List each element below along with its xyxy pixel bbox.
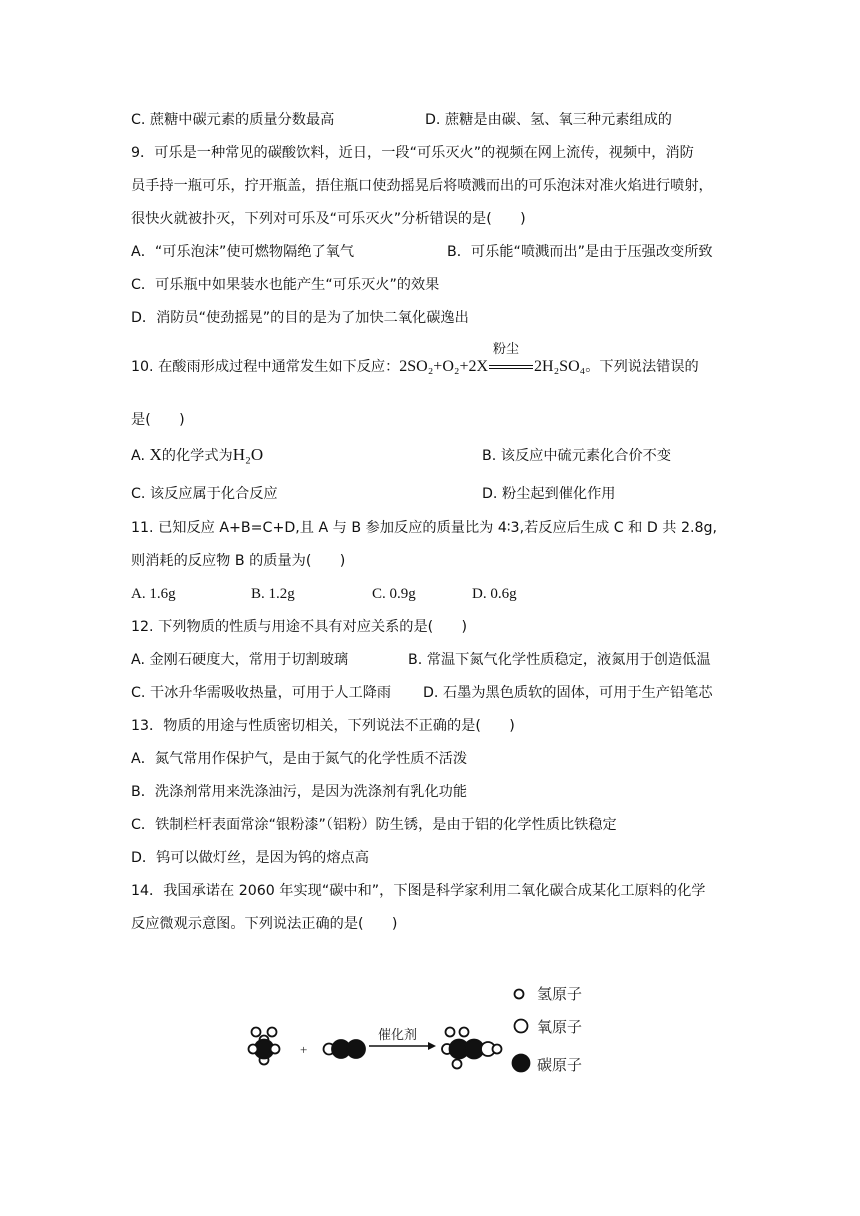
plus-sign: + [300,1042,308,1057]
q11-option-c: C. 0.9g [372,586,416,602]
q13-option-a: A．氮气常用作保护气，是由于氮气的化学性质不活泼 [131,751,468,767]
q10-option-c: C. 该反应属于化合反应 [131,486,278,502]
q10-option-a-variable: X [149,445,162,464]
q10-equation-left: 2SO₂+O₂+2X [399,358,489,375]
q9-stem-line3: 很快火就被扑灭，下列对可乐及“可乐灭火”分析错误的是( ) [131,211,526,227]
reactant-molecule-1 [249,1028,280,1065]
q13-option-d: D．钨可以做灯丝，是因为钨的熔点高 [131,850,369,866]
q10-option-b: B. 该反应中硫元素化合价不变 [482,448,672,464]
catalyst-label: 催化剂 [378,1028,418,1043]
legend-hydrogen-symbol [515,990,524,999]
legend-oxygen-symbol [515,1020,528,1033]
q12-stem: 12. 下列物质的性质与用途不具有对应关系的是( ) [131,619,468,635]
reactant-molecule-2 [324,1040,366,1058]
q13-stem: 13．物质的用途与性质密切相关，下列说法不正确的是( ) [131,718,515,734]
q11-stem-line2: 则消耗的反应物 B 的质量为( ) [131,553,346,569]
q10-option-d: D. 粉尘起到催化作用 [482,486,616,502]
q14-stem-line2: 反应微观示意图。下列说法正确的是( ) [131,916,398,932]
q10-option-a-formula: H₂O [232,445,264,464]
legend-carbon-label: 碳原子 [537,1058,583,1074]
q9-option-b: B．可乐能“喷溅而出”是由于压强改变所致 [447,244,713,260]
q9-option-d: D．消防员“使劲摇晃”的目的是为了加快二氧化碳逸出 [131,310,469,326]
q9-stem-line2: 员手持一瓶可乐，拧开瓶盖，捂住瓶口使劲摇晃后将喷溅而出的可乐泡沫对准火焰进行喷射， [131,178,713,194]
q8-option-d: D. 蔗糖是由碳、氢、氧三种元素组成的 [425,112,672,128]
q11-option-b: B. 1.2g [251,586,295,602]
legend-hydrogen-label: 氢原子 [537,987,583,1003]
reaction-arrow [369,1042,436,1050]
q8-option-c: C. 蔗糖中碳元素的质量分数最高 [131,112,335,128]
q10-option-a: A. X的化学式为H₂O [131,445,264,464]
q12-option-b: B. 常温下氮气化学性质稳定，液氮用于创造低温 [408,652,711,668]
q13-option-b: B．洗涤剂常用来洗涤油污，是因为洗涤剂有乳化功能 [131,784,468,800]
q10-stem-line2: 是( ) [131,412,185,428]
q10-suffix: 。下列说法错误的 [585,359,699,375]
legend-oxygen-label: 氧原子 [537,1020,583,1036]
q12-option-a: A. 金刚石硬度大，常用于切割玻璃 [131,652,349,668]
q11-option-a: A. 1.6g [131,586,176,602]
q9-stem-line1: 9．可乐是一种常见的碳酸饮料，近日，一段“可乐灭火”的视频在网上流传，视频中，消防 [131,145,694,161]
q10-equation-condition: 粉尘 [493,342,520,357]
q10-equation-arrow [489,342,533,377]
legend-carbon-symbol [513,1055,530,1072]
q9-option-a: A．“可乐泡沫”使可燃物隔绝了氧气 [131,244,355,260]
product-molecule [442,1028,502,1069]
q14-stem-line1: 14．我国承诺在 2060 年实现“碳中和”，下图是科学家利用二氧化碳合成某化工原料的化学 [131,883,706,899]
q13-option-c: C．铁制栏杆表面常涂“银粉漆”（铝粉）防生锈，是由于铝的化学性质比铁稳定 [131,817,617,833]
q10-stem-line1 [131,342,699,377]
legend [513,990,530,1072]
q9-option-c: C．可乐瓶中如果装水也能产生“可乐灭火”的效果 [131,277,440,293]
q10-prefix: 10. 在酸雨形成过程中通常发生如下反应： [131,359,400,375]
q10-equation-right: 2H₂SO₄ [534,358,586,375]
q11-stem-line1: 11. 已知反应 A+B=C+D,且 A 与 B 参加反应的质量比为 4∶3,若反应后生成 C 和 D 共 2.8g, [131,520,718,536]
q11-option-d: D. 0.6g [472,586,517,602]
q12-option-d: D. 石墨为黑色质软的固体，可用于生产铅笔芯 [423,685,713,701]
q12-option-c: C. 干冰升华需吸收热量，可用于人工降雨 [131,685,392,701]
